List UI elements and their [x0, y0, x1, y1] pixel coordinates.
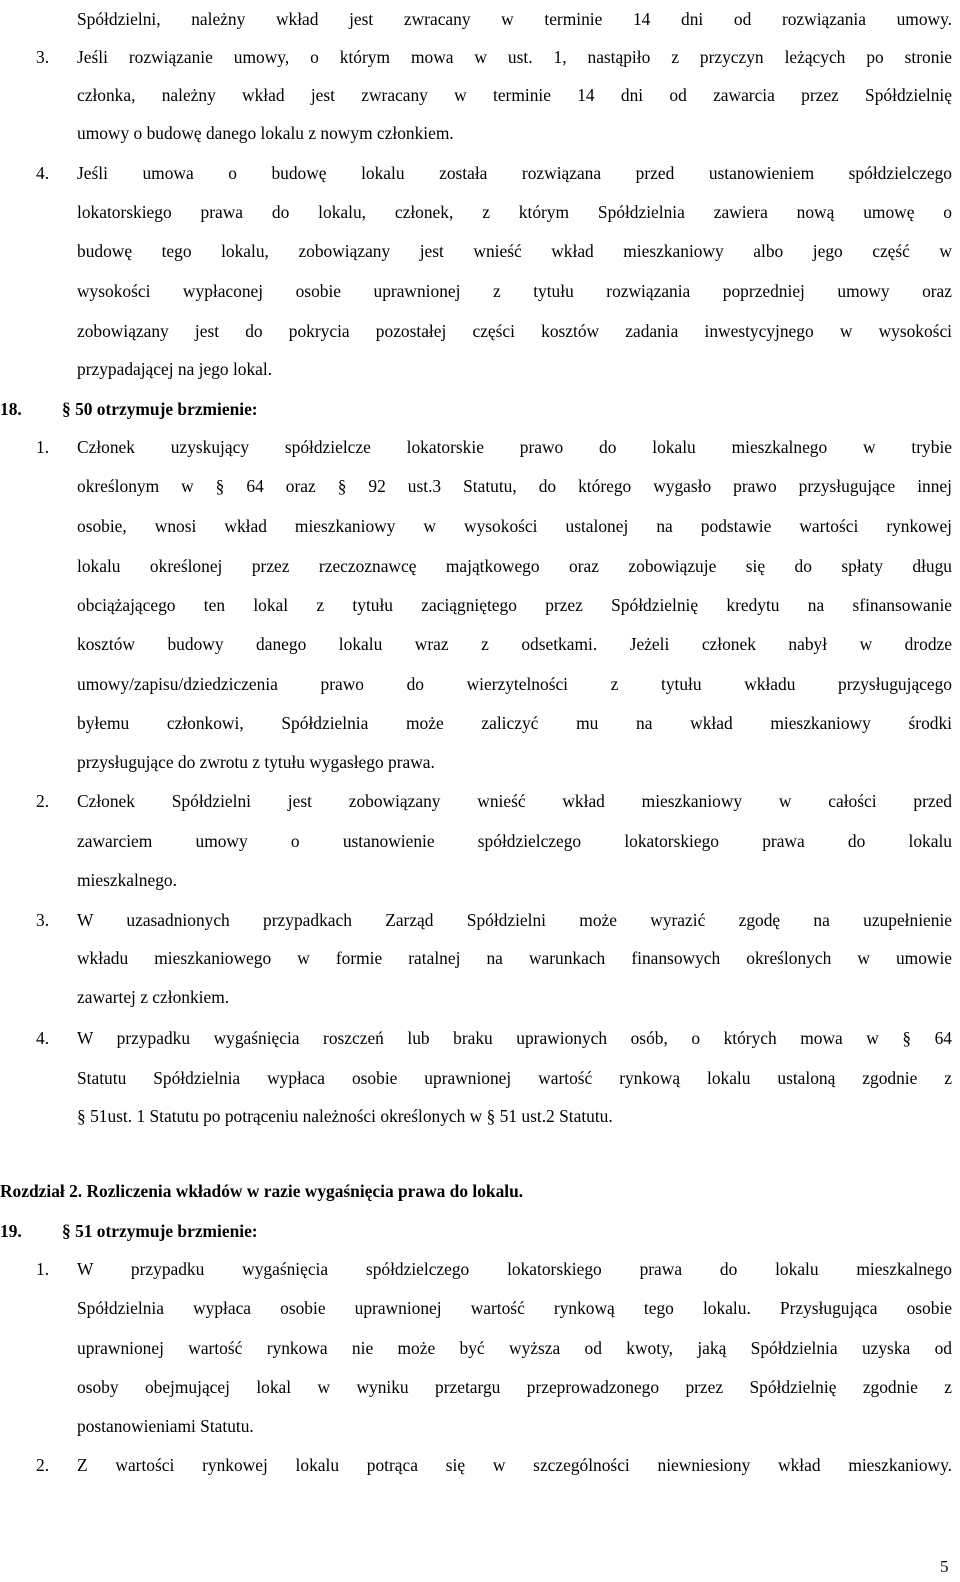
paragraph-line: osoby obejmującej lokal w wyniku przetargu przeprowadzonego przez Spółdzielnię zgodnie z — [77, 1377, 952, 1397]
paragraph-line: Członek uzyskujący spółdzielcze lokatorskie prawo do lokalu mieszkalnego w trybie — [77, 437, 952, 457]
item-number: 3. — [36, 910, 50, 930]
paragraph-line: Jeśli rozwiązanie umowy, o którym mowa w ust. 1, nastąpiło z przyczyn leżących po stronie — [77, 47, 952, 67]
section-sign-icon — [902, 1028, 911, 1048]
paragraph-line: zawartej z członkiem. — [77, 987, 230, 1007]
section-sign-icon — [62, 1221, 71, 1241]
section-sign-icon — [338, 476, 347, 496]
chapter-heading: Rozdział 2. Rozliczenia wkładów w razie wygaśnięcia prawa do lokalu. — [0, 1181, 524, 1201]
paragraph-line: określonym w § 64 oraz § 92 ust.3 Statutu, do którego wygasło prawo przysługujące innej — [77, 475, 952, 497]
paragraph-line: przypadającej na jego lokal. — [77, 359, 273, 379]
paragraph-line: Statutu Spółdzielnia wypłaca osobie uprawnionej wartość rynkową lokalu ustaloną zgodnie z — [77, 1068, 952, 1088]
item-number: 4. — [36, 1028, 50, 1048]
paragraph-line: zawarciem umowy o ustanowienie spółdzielczego lokatorskiego prawa do lokalu — [77, 831, 952, 851]
item-number: 2. — [36, 1455, 50, 1475]
paragraph-line: lokatorskiego prawa do lokalu, członek, z którym Spółdzielnia zawiera nową umowę o — [77, 202, 952, 222]
paragraph-line: umowy o budowę danego lokalu z nowym członkiem. — [77, 123, 454, 143]
section-heading: § 51 otrzymuje brzmienie: — [62, 1220, 258, 1242]
paragraph-line: osobie, wnosi wkład mieszkaniowy w wysokości ustalonej na podstawie wartości rynkowej — [77, 516, 952, 536]
paragraph-line: Spółdzielnia wypłaca osobie uprawnionej wartość rynkową tego lokalu. Przysługująca osobie — [77, 1298, 952, 1318]
paragraph-line: W przypadku wygaśnięcia spółdzielczego lokatorskiego prawa do lokalu mieszkalnego — [77, 1259, 952, 1279]
item-number: 4. — [36, 163, 50, 183]
paragraph-line: Jeśli umowa o budowę lokalu została rozwiązana przed ustanowieniem spółdzielczego — [77, 163, 952, 183]
section-sign-icon — [487, 1106, 496, 1126]
page-number: 5 — [940, 1557, 949, 1576]
section-sign-icon — [62, 399, 71, 419]
paragraph-line: Z wartości rynkowej lokalu potrąca się w szczególności niewniesiony wkład mieszkaniowy. — [77, 1455, 952, 1475]
item-number: 1. — [36, 1259, 50, 1279]
paragraph-line: kosztów budowy danego lokalu wraz z odsetkami. Jeżeli członek nabył w drodze — [77, 634, 952, 654]
section-number: 19. — [0, 1221, 22, 1241]
item-number: 1. — [36, 437, 50, 457]
paragraph-line: postanowieniami Statutu. — [77, 1416, 254, 1436]
paragraph-line: byłemu członkowi, Spółdzielnia może zaliczyć mu na wkład mieszkaniowy środki — [77, 713, 952, 733]
paragraph-line: Członek Spółdzielni jest zobowiązany wnieść wkład mieszkaniowy w całości przed — [77, 791, 952, 811]
paragraph-line: wysokości wypłaconej osobie uprawnionej z tytułu rozwiązania poprzedniej umowy oraz — [77, 281, 952, 301]
paragraph-line: W przypadku wygaśnięcia roszczeń lub braku uprawionych osób, o których mowa w § 64 — [77, 1027, 952, 1049]
paragraph-line: wkładu mieszkaniowego w formie ratalnej na warunkach finansowych określonych w umowie — [77, 948, 952, 968]
paragraph-line: uprawnionej wartość rynkowa nie może być wyższa od kwoty, jaką Spółdzielnia uzyska od — [77, 1338, 952, 1358]
section-heading: § 50 otrzymuje brzmienie: — [62, 398, 258, 420]
paragraph-line: członka, należny wkład jest zwracany w terminie 14 dni od zawarcia przez Spółdzielnię — [77, 85, 952, 105]
section-sign-icon — [216, 476, 225, 496]
paragraph-line: umowy/zapisu/dziedziczenia prawo do wierzytelności z tytułu wkładu przysługującego — [77, 674, 952, 694]
item-number: 3. — [36, 47, 50, 67]
section-number: 18. — [0, 399, 22, 419]
paragraph-line: W uzasadnionych przypadkach Zarząd Spółdzielni może wyrazić zgodę na uzupełnienie — [77, 910, 952, 930]
paragraph-line: Spółdzielni, należny wkład jest zwracany w terminie 14 dni od rozwiązania umowy. — [77, 9, 952, 29]
paragraph-line: lokalu określonej przez rzeczoznawcę majątkowego oraz zobowiązuje się do spłaty długu — [77, 556, 952, 576]
item-number: 2. — [36, 791, 50, 811]
paragraph-line: budowę tego lokalu, zobowiązany jest wnieść wkład mieszkaniowy albo jego część w — [77, 241, 952, 261]
paragraph-line: zobowiązany jest do pokrycia pozostałej części kosztów zadania inwestycyjnego w wysokości — [77, 321, 952, 341]
section-sign-icon — [77, 1106, 86, 1126]
paragraph-line: mieszkalnego. — [77, 870, 177, 890]
paragraph-line: § 51ust. 1 Statutu po potrąceniu należności określonych w § 51 ust.2 Statutu. — [77, 1105, 613, 1127]
paragraph-line: przysługujące do zwrotu z tytułu wygasłego prawa. — [77, 752, 435, 772]
paragraph-line: obciążającego ten lokal z tytułu zaciągniętego przez Spółdzielnię kredytu na sfinansowanie — [77, 595, 952, 615]
